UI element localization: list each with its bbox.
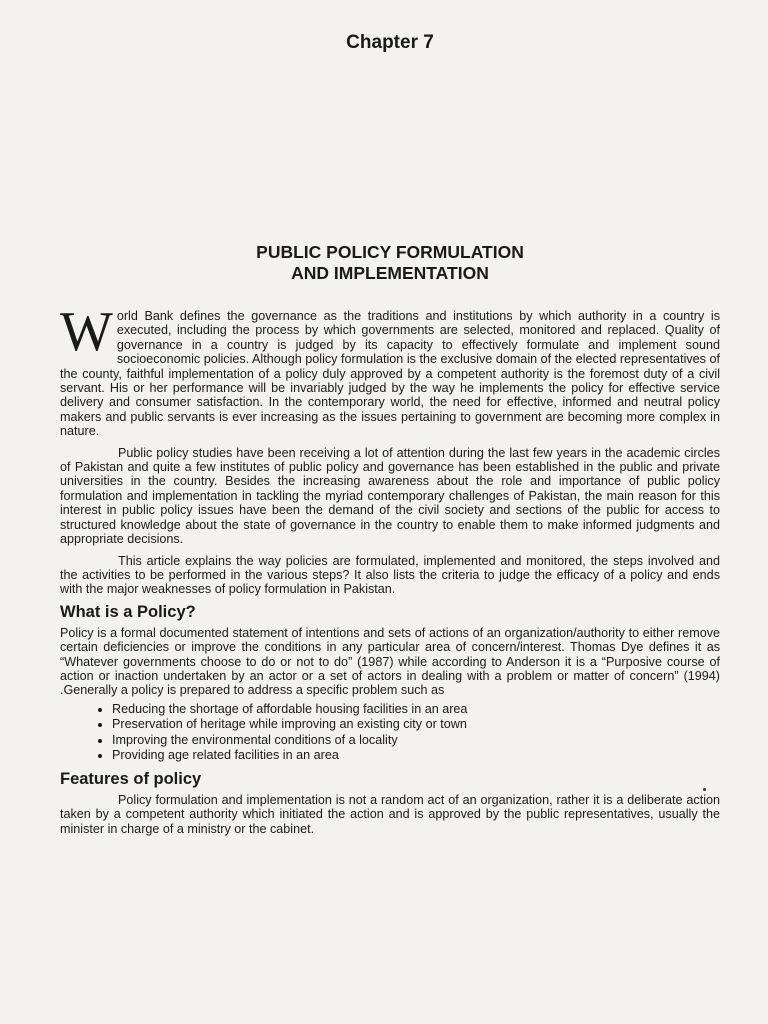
list-item: • Reducing the shortage of affordable housing facilities in an area (112, 702, 720, 718)
chapter-title-line-2: AND IMPLEMENTATION (291, 263, 489, 283)
section-heading-what-is-policy: What is a Policy? (60, 602, 196, 621)
paragraph-5: Policy formulation and implementation is not a random act of an organization, rather it is a deliberate action taken by a competent authority which initiated the action and is approved by the public representatives, usually the minister in charge of a ministry or the cabinet. (60, 792, 720, 836)
book-page (60, 30, 720, 1010)
scan-speck (703, 788, 706, 791)
intro-paragraph-text: orld Bank defines the governance as the traditions and institutions by which authority in a country is executed, including the process by which governments are selected, monitored and replaced. Quality of governance in a country is judged by its capacity to effectively formulate and implement sound socioeconomic policies. Although policy formulation is the exclusive domain of the elected representatives of the county, faithful implementation of a policy duly approved by a competent authority is the foremost duty of a civil servant. His or her performance will be invariably judged by the way he implements the policy for effective service delivery and consumer satisfaction. In the contemporary world, the need for effective, informed and neutral policy makers and public servants is ever increasing as the issues pertaining to government are becoming more complex in nature. (60, 309, 720, 439)
paragraph-2: Public policy studies have been receiving a lot of attention during the last few years in the academic circles of Pakistan and quite a few institutes of public policy and governance has been established in the public and private universities in the country. Besides the increasing awareness about the role and importance of public policy formulation and implementation in tackling the myriad contemporary challenges of Pakistan, the main reason for this interest in public policy issues have been the demand of the civil society and sections of the public for access to structured knowledge about the state of governance in the country to enable them to make informed judgments and appropriate decisions. (60, 445, 720, 547)
chapter-title-line-1: PUBLIC POLICY FORMULATION (256, 242, 524, 262)
list-item: • Improving the environmental conditions of a locality (112, 733, 720, 749)
paragraph-4: Policy is a formal documented statement of intentions and sets of actions of an organization/authority to either remove certain deficiencies or improve the conditions in any particular area of concern/interest. Thomas Dye defines it as “Whatever governments choose to do or not to do” (1987) while according to Anderson it is a “Purposive course of action or inaction undertaken by an actor or a set of actors in dealing with a problem or matter of concern” (1994) .Generally a policy is prepared to address a specific problem such as (60, 625, 720, 698)
bullet-list (60, 702, 720, 764)
list-item: • Preservation of heritage while improving an existing city or town (112, 717, 720, 733)
article-body (60, 301, 720, 836)
paragraph-3: This article explains the way policies are formulated, implemented and monitored, the steps involved and the activities to be performed in the various steps? It also lists the criteria to judge the efficacy of a policy and ends with the major weaknesses of policy formulation in Pakistan. (60, 553, 720, 597)
intro-paragraph (60, 301, 720, 439)
section-heading-features: Features of policy (60, 769, 202, 788)
drop-cap: W (60, 301, 113, 363)
chapter-title (60, 242, 720, 284)
list-item: • Providing age related facilities in an area (112, 748, 720, 764)
chapter-label: Chapter 7 (346, 32, 434, 53)
